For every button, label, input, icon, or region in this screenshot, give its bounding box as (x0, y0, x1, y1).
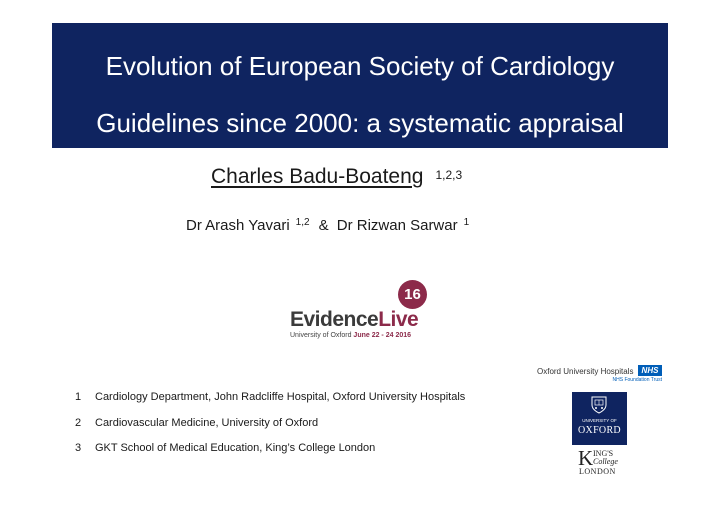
kings-ings: ING'S (593, 449, 614, 458)
coauthor-affiliations-2: 1 (463, 217, 470, 228)
kings-k: K (578, 446, 594, 470)
evidence-live-word-1: Evidence (290, 308, 379, 331)
affiliation-item (75, 416, 318, 430)
affiliation-item (75, 441, 375, 455)
ouh-name: Oxford University Hospitals (537, 367, 634, 376)
evidence-live-wordmark (290, 308, 418, 332)
presenter-affiliations: 1,2,3 (435, 168, 463, 182)
oxford-crest-icon (591, 396, 607, 414)
evidence-live-logo (290, 280, 440, 342)
coauthors (186, 216, 474, 236)
affiliation-text: Cardiology Department, John Radcliffe Hospital, Oxford University Hospitals (95, 391, 466, 403)
oxford-university-of: UNIVERSITY OF (582, 418, 617, 423)
evidence-live-badge: 16 (398, 280, 427, 309)
coauthor-name-1: Dr Arash Yavari (186, 217, 290, 234)
presenter-name: Charles Badu-Boateng (211, 165, 424, 188)
oxford-name: OXFORD (578, 425, 621, 436)
university-of-oxford-logo (572, 392, 627, 445)
kings-college: College (593, 457, 618, 466)
coauthor-affiliations-1: 1,2 (295, 217, 310, 228)
evidence-live-university: University of Oxford (290, 332, 352, 339)
affiliation-text: Cardiovascular Medicine, University of Oxford (95, 417, 319, 429)
title-banner (52, 23, 668, 148)
coauthor-joiner: & (318, 217, 329, 234)
evidence-live-word-2: Live (378, 308, 419, 331)
evidence-live-dates: June 22 - 24 2016 (353, 332, 412, 339)
affiliation-text: GKT School of Medical Education, King’s College London (95, 442, 376, 454)
affiliation-number: 3 (75, 442, 82, 454)
title-line-2: Guidelines since 2000: a systematic appraisal (96, 108, 624, 138)
affiliation-number: 2 (75, 417, 82, 429)
oxford-university-hospitals-logo (537, 365, 662, 383)
coauthor-name-2: Dr Rizwan Sarwar (336, 217, 458, 234)
kings-college-london-logo (578, 448, 628, 476)
affiliation-number: 1 (75, 391, 82, 403)
kings-london: LONDON (579, 467, 616, 476)
presenter (211, 164, 462, 190)
affiliation-item (75, 390, 465, 404)
evidence-live-subtitle (290, 331, 411, 340)
nhs-badge: NHS (638, 365, 662, 376)
title-line-1: Evolution of European Society of Cardiology (105, 51, 615, 81)
ouh-trust: NHS Foundation Trust (612, 377, 662, 383)
